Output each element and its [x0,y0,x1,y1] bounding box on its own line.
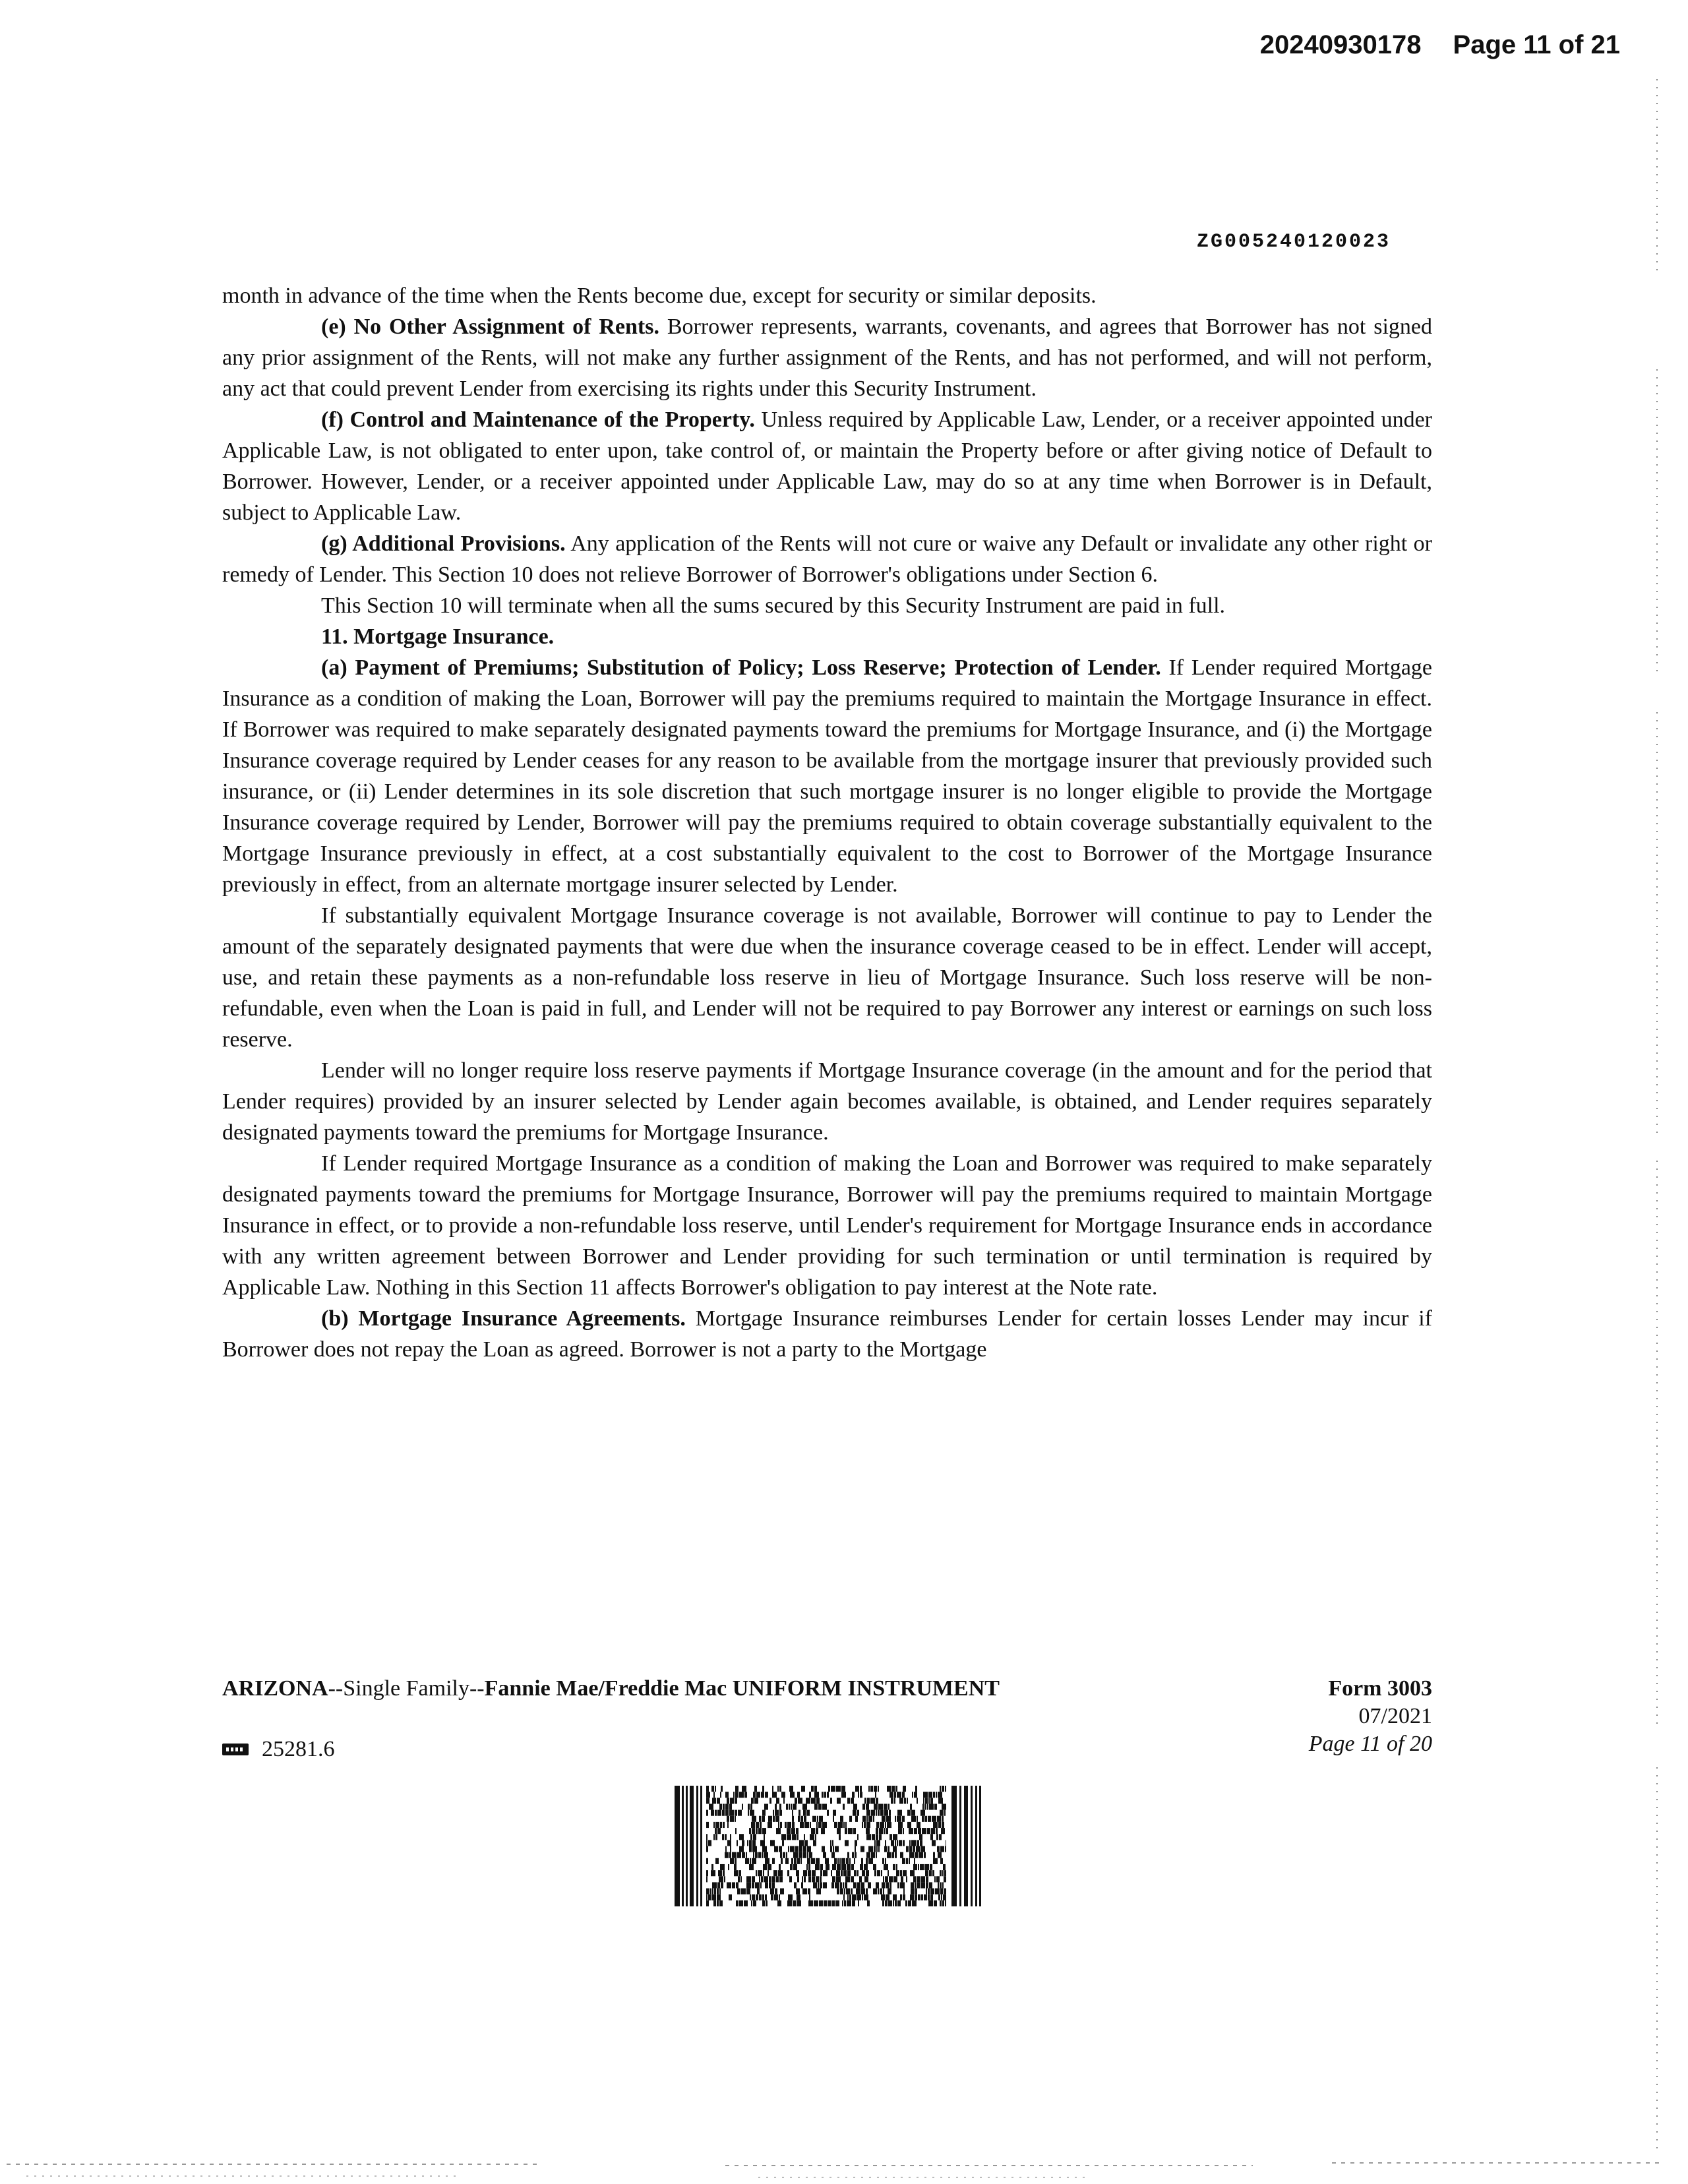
section-heading-b: (b) Mortgage Insurance Agreements. [321,1306,686,1331]
recording-header [1260,30,1620,60]
section-heading-a: (a) Payment of Premiums; Substitution of Policy; Loss Reserve; Protection of Lender. [321,655,1161,680]
section-heading-g: (g) Additional Provisions. [321,531,566,556]
paragraph-continuation: month in advance of the time when the Rents become due, except for security or similar deposits. [222,284,1097,308]
paragraph-loss-reserve: Lender will no longer require loss reserve payments if Mortgage Insurance coverage (in the amount and for the period that Lender requires) provided by an insurer selected by Lender again becomes available, is obtained, and Lender requires separately designated payments toward the premiums for Mortgage Insurance. [222,1058,1432,1145]
form-info [1309,1675,1432,1758]
paragraph-payment-of-premiums [222,652,1432,900]
paragraph-maintain-insurance: If Lender required Mortgage Insurance as a condition of making the Loan and Borrower was required to make separately designated payments toward the premiums for Mortgage Insurance, Borrower will pay the premiums required to maintain Mortgage Insurance in effect, or to provide a non-refundable loss reserve, until Lender's requirement for Mortgage Insurance ends in accordance with any written agreement between Borrower and Lender providing for such termination or until termination is required by Applicable Law. Nothing in this Section 11 affects Borrower's obligation to pay interest at the Note rate. [222,1151,1432,1300]
paragraph-equivalent-coverage: If substantially equivalent Mortgage Insurance coverage is not available, Borrower will continue to pay to Lender the amount of the separately designated payments that were due when the insurance coverage ceased to be in effect. Lender will accept, use, and retain these payments as a non-refundable loss reserve in lieu of Mortgage Insurance. Such loss reserve will be non-refundable, even when the Loan is paid in full, and Lender will not be required to pay Borrower any interest or earnings on such loss reserve. [222,903,1432,1052]
recording-number: 20240930178 [1259,30,1422,59]
paragraph-text-e: Borrower represents, warrants, covenants, and agrees that Borrower has not signed any prior assignment of the Rents, will not make any further assignment of the Rents, and has not performed, and will not perform, any act that could prevent Lender from exercising its rights under this Security Instrument. [222,315,1432,401]
section-heading-e: (e) No Other Assignment of Rents. [321,315,659,339]
ems-logo-icon [222,1744,249,1755]
paragraph-section-10-termination: This Section 10 will terminate when all the sums secured by this Security Instrument are paid in full. [321,593,1226,618]
document-code [222,1736,335,1763]
document-code-number: 25281.6 [262,1737,335,1761]
paragraph-text-g: Any application of the Rents will not cure or waive any Default or invalidate any other right or remedy of Lender. This Section 10 does not relieve Borrower of Borrower's obligations under Section 6. [222,531,1432,587]
form-page: Page 11 of 20 [1308,1732,1432,1756]
form-number: Form 3003 [1328,1676,1432,1701]
section-heading-f: (f) Control and Maintenance of the Property. [321,408,755,432]
paragraph-insurance-agreements [222,1303,1432,1365]
scan-bottom-noise [0,2156,1688,2183]
paragraph-no-other-assignment [222,311,1432,404]
document-body [222,280,1432,1365]
scan-edge-marks [1652,79,1662,2150]
pdf417-barcode [675,1786,981,1906]
paragraph-text-b: Mortgage Insurance reimburses Lender for certain losses Lender may incur if Borrower does not repay the Loan as agreed. Borrower is not a party to the Mortgage [222,1306,1432,1362]
form-state: ARIZONA [222,1676,328,1701]
paragraph-text-a: If Lender required Mortgage Insurance as a condition of making the Loan, Borrower will pay the premiums required to maintain the Mortgage Insurance in effect. If Borrower was required to make separately designated payments toward the premiums for Mortgage Insurance, and (i) the Mortgage Insurance coverage required by Lender ceases for any reason to be available from the mortgage insurer that previously provided such insurance, or (ii) Lender determines in its sole discretion that such mortgage insurer is no longer eligible to provide the Mortgage Insurance coverage required by Lender, Borrower will pay the premiums required to obtain coverage substantially equivalent to the Mortgage Insurance previously in effect, at a cost substantially equivalent to the cost to Borrower of the Mortgage Insurance previously in effect, from an alternate mortgage insurer selected by Lender. [222,655,1433,897]
loan-number: ZG005240120023 [1197,231,1391,253]
paragraph-additional-provisions [222,528,1432,590]
paragraph-control-maintenance [222,404,1432,528]
section-heading-11: 11. Mortgage Insurance. [321,624,555,649]
form-title [222,1675,1000,1703]
form-separator: -- [328,1676,344,1701]
form-date: 07/2021 [1358,1704,1432,1728]
form-agency: Fannie Mae/Freddie Mac UNIFORM INSTRUMENT [484,1676,1000,1701]
paragraph-text-f: Unless required by Applicable Law, Lender, or a receiver appointed under Applicable Law, is not obligated to enter upon, take control of, or maintain the Property before or after giving notice of Default to Borrower. However, Lender, or a receiver appointed under Applicable Law, may do so at any time when Borrower is in Default, subject to Applicable Law. [222,408,1432,525]
form-separator: -- [469,1676,485,1701]
recording-page-count: Page 11 of 21 [1453,30,1620,59]
form-family: Single Family [343,1676,469,1701]
